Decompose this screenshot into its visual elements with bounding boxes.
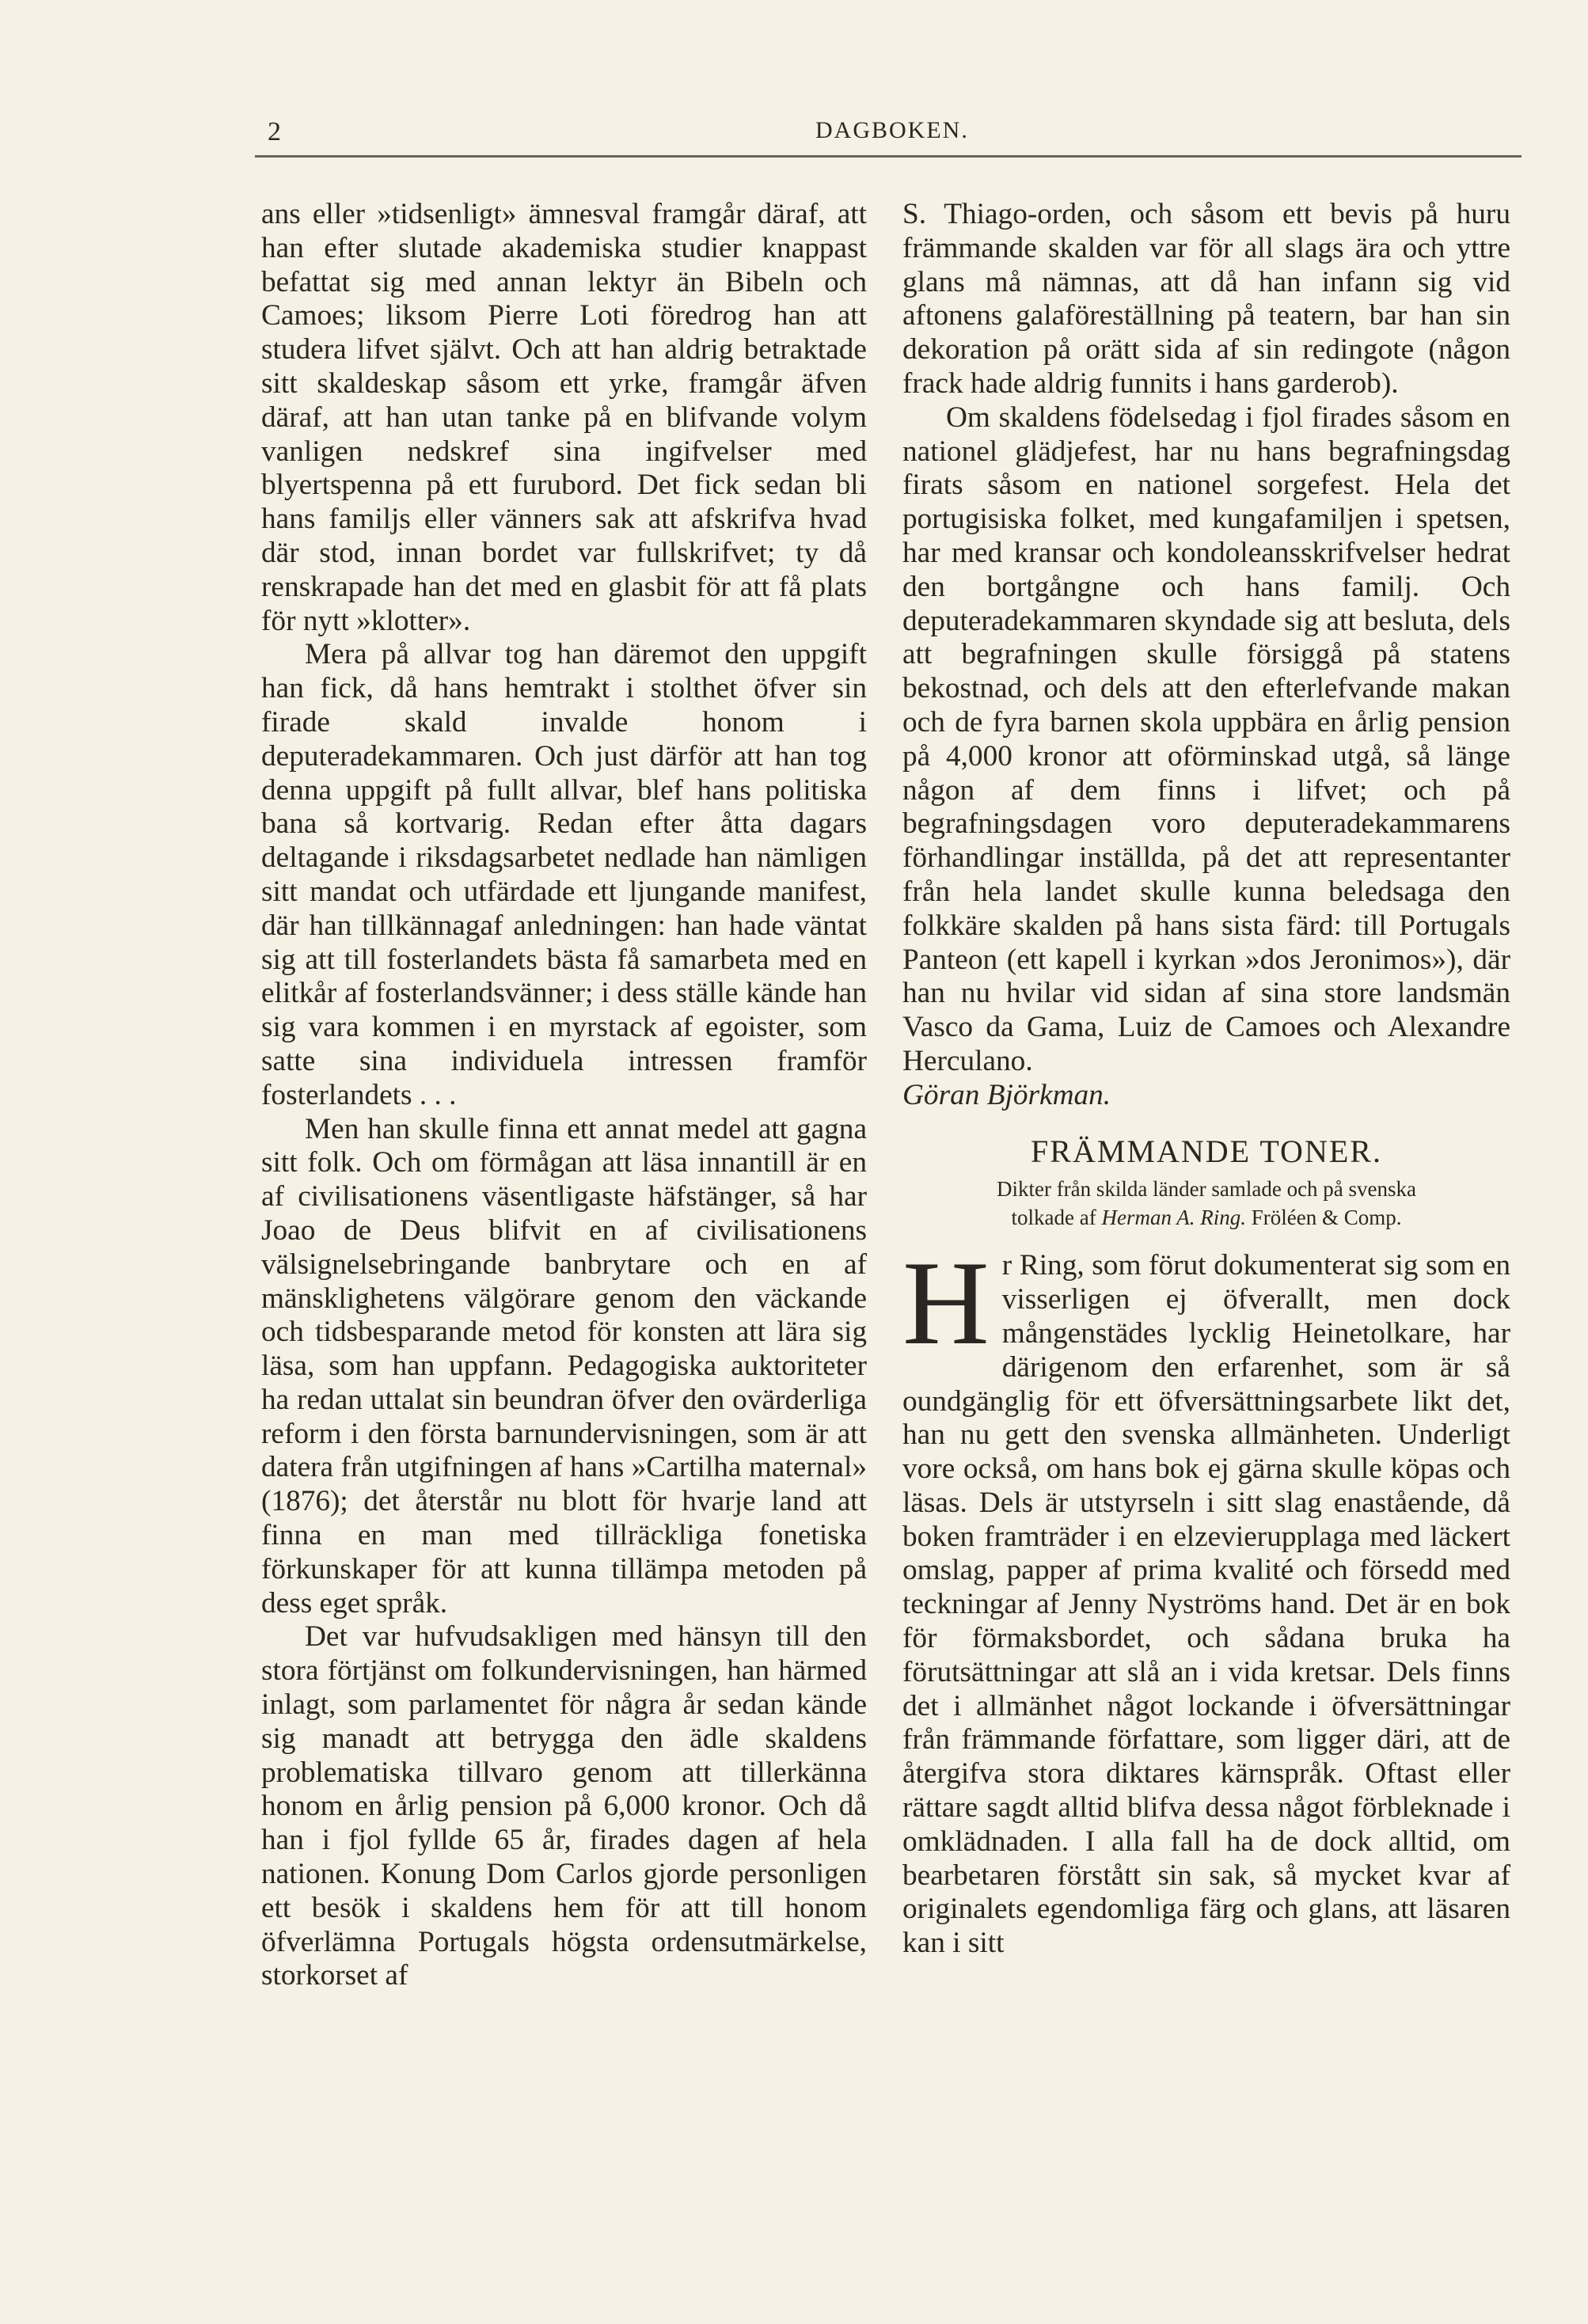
review-paragraph-1 (902, 1236, 1510, 1961)
author-signature: Göran Björkman. (902, 1078, 1111, 1111)
book-info-prefix: tolkade af (1011, 1206, 1096, 1230)
right-paragraph-1: S. Thiago-orden, och såsom ett bevis på huru främmande skalden var för all slags ära och yttre glans må nämnas, att då han infann sig vid aftonens galaföreställning på teatern, bar han sin dekoration på orätt sida af sin redingote (någon frack hade aldrig funnits i hans garderob). (902, 198, 1510, 400)
book-info (902, 1175, 1510, 1232)
left-paragraph-2: Mera på allvar tog han däremot den uppgift han fick, då hans hemtrakt i stolthet öfver sin firade skald invalde honom i deputeradekammaren. Och just därför att han tog denna uppgift på fullt allvar, blef hans politiska bana så kortvarig. Redan efter åtta dagars deltagande i riksdagsarbetet nedlade han nämligen sitt mandat och utfärdade ett ljungande manifest, där han tillkännagaf anledningen: han hade väntat sig att till fosterlandets bästa få samarbeta med en elitkår af fosterlandsvänner; i dess ställe kände han sig vara kommen i en myrstack af egoister, som satte sina individuela intressen framför fosterlandets . . . (261, 638, 867, 1111)
review-paragraph-text: r Ring, som förut dokumenterat sig som en visserligen ej öfverallt, men dock mångenstädes lycklig Heinetolkare, har därigenom den erfarenhet, som är så oundgänglig för ett öfversättningsarbete likt det, han nu gett den svenska allmänheten. Underligt vore också, om hans bok ej gärna skulle köpas och läsas. Dels är utstyrseln i sitt slag enastående, då boken framträder i en elzevierupplaga med läckert omslag, papper af prima kvalité och försedd med teckningar af Jenny Nyströms hand. Det är en bok för förmaksbordet, och sådana bruka ha förutsättningar att slå an i vida kretsar. Dels finns det i allmänhet något lockande i öfversättningar från främmande författare, som ligger däri, att de återgifva stora diktares kärnspråk. Oftast eller rättare sagdt alltid blifva dessa något förbleknade i omklädnaden. I alla fall ha de dock alltid, om bearbetaren förstått sin sak, så mycket kvar af originalets egendomliga färg och glans, att läsaren kan i sitt (902, 1249, 1510, 1960)
left-paragraph-1: ans eller »tidsenligt» ämnesval framgår däraf, att han efter slutade akademiska studier knappast befattat sig med annan lektyr än Bibeln och Camoes; liksom Pierre Loti föredrog han att studera lifvet självt. Och att han aldrig betraktade sitt skaldeskap såsom ett yrke, framgår äfven däraf, att han utan tanke på en blifvande volym vanligen nedskref sina ingifvelser med blyertspenna på ett furubord. Det fick sedan bli hans familjs eller vänners sak att afskrifva hvad där stod, innan bordet var fullskrifvet; ty då renskrapade han det med en glasbit för att få plats för nytt »klotter». (261, 198, 867, 637)
header-rule (255, 155, 1522, 158)
left-paragraph-4: Det var hufvudsakligen med hänsyn till den stora förtjänst om folkundervisningen, han härmed inlagt, som parlamentet för några år sedan kände sig manadt att betrygga den ädle skaldens problematiska tillvaro genom att tillerkänna honom en årlig pension på 6,000 kronor. Och då han i fjol fyllde 65 år, firades dagen af hela nationen. Konung Dom Carlos gjorde personligen ett besök i skaldens hem för att till honom öfverlämna Portugals högsta ordensutmärkelse, storkorset af (261, 1620, 867, 1992)
page-header (261, 111, 1512, 150)
right-paragraph-2: Om skaldens födelsedag i fjol firades såsom en nationel glädjefest, har nu hans begrafningsdag firats såsom en nationel sorgefest. Hela det portugisiska folket, med kungafamiljen i spetsen, har med kransar och kondoleansskrifvelser hedrat den bortgångne och hans familj. Och deputeradekammaren skyndade sig att besluta, dels att begrafningen skulle försiggå på statens bekostnad, och dels att den efterlefvande makan och de fyra barnen skola uppbära en årlig pension på 4,000 kronor att oförminskad utgå, så länge någon af dem finns i lifvet; och på begrafningsdagen voro deputeradekammarens förhandlingar inställda, på det att representanter från hela landet skulle kunna beledsaga den folkkäre skalden på hans sista färd: till Portugals Panteon (ett kapell i kyrkan »dos Jeronimos»), där han nu hvilar vid sidan af sina store landsmän Vasco da Gama, Luiz de Camoes och Alexandre Herculano. (902, 401, 1510, 1077)
left-column (261, 198, 867, 1993)
book-info-line-2 (902, 1203, 1510, 1232)
right-column (902, 198, 1510, 1961)
running-title: DAGBOKEN. (815, 117, 969, 143)
review-title: FRÄMMANDE TONER. (1031, 1133, 1382, 1169)
left-paragraph-3: Men han skulle finna ett annat medel att gagna sitt folk. Och om förmågan att läsa innantill är en af civilisationens väsentligaste häfstänger, så har Joao de Deus blifvit en af civilisationens välsignelsebringande banbrytare och en af mänsklighetens välgörare genom den väckande och tidsbesparande metod för konsten att lära sig läsa, som han uppfann. Pedagogiska auktoriteter ha redan uttalat sin beundran öfver den ovärderliga reform i den första barnundervisningen, som är att datera från utgifningen af hans »Cartilha maternal» (1876); det återstår nu blott för hvarje land att finna en man med tillräckliga fonetiska förkunskaper för att kunna tillämpa metoden på dess eget språk. (261, 1112, 867, 1620)
drop-cap: H (902, 1236, 990, 1370)
book-info-publisher: Fröléen & Comp. (1251, 1206, 1402, 1230)
page-number: 2 (268, 117, 282, 146)
book-info-author: Herman A. Ring. (1101, 1206, 1246, 1230)
book-info-line-1: Dikter från skilda länder samlade och på svenska (996, 1177, 1417, 1202)
